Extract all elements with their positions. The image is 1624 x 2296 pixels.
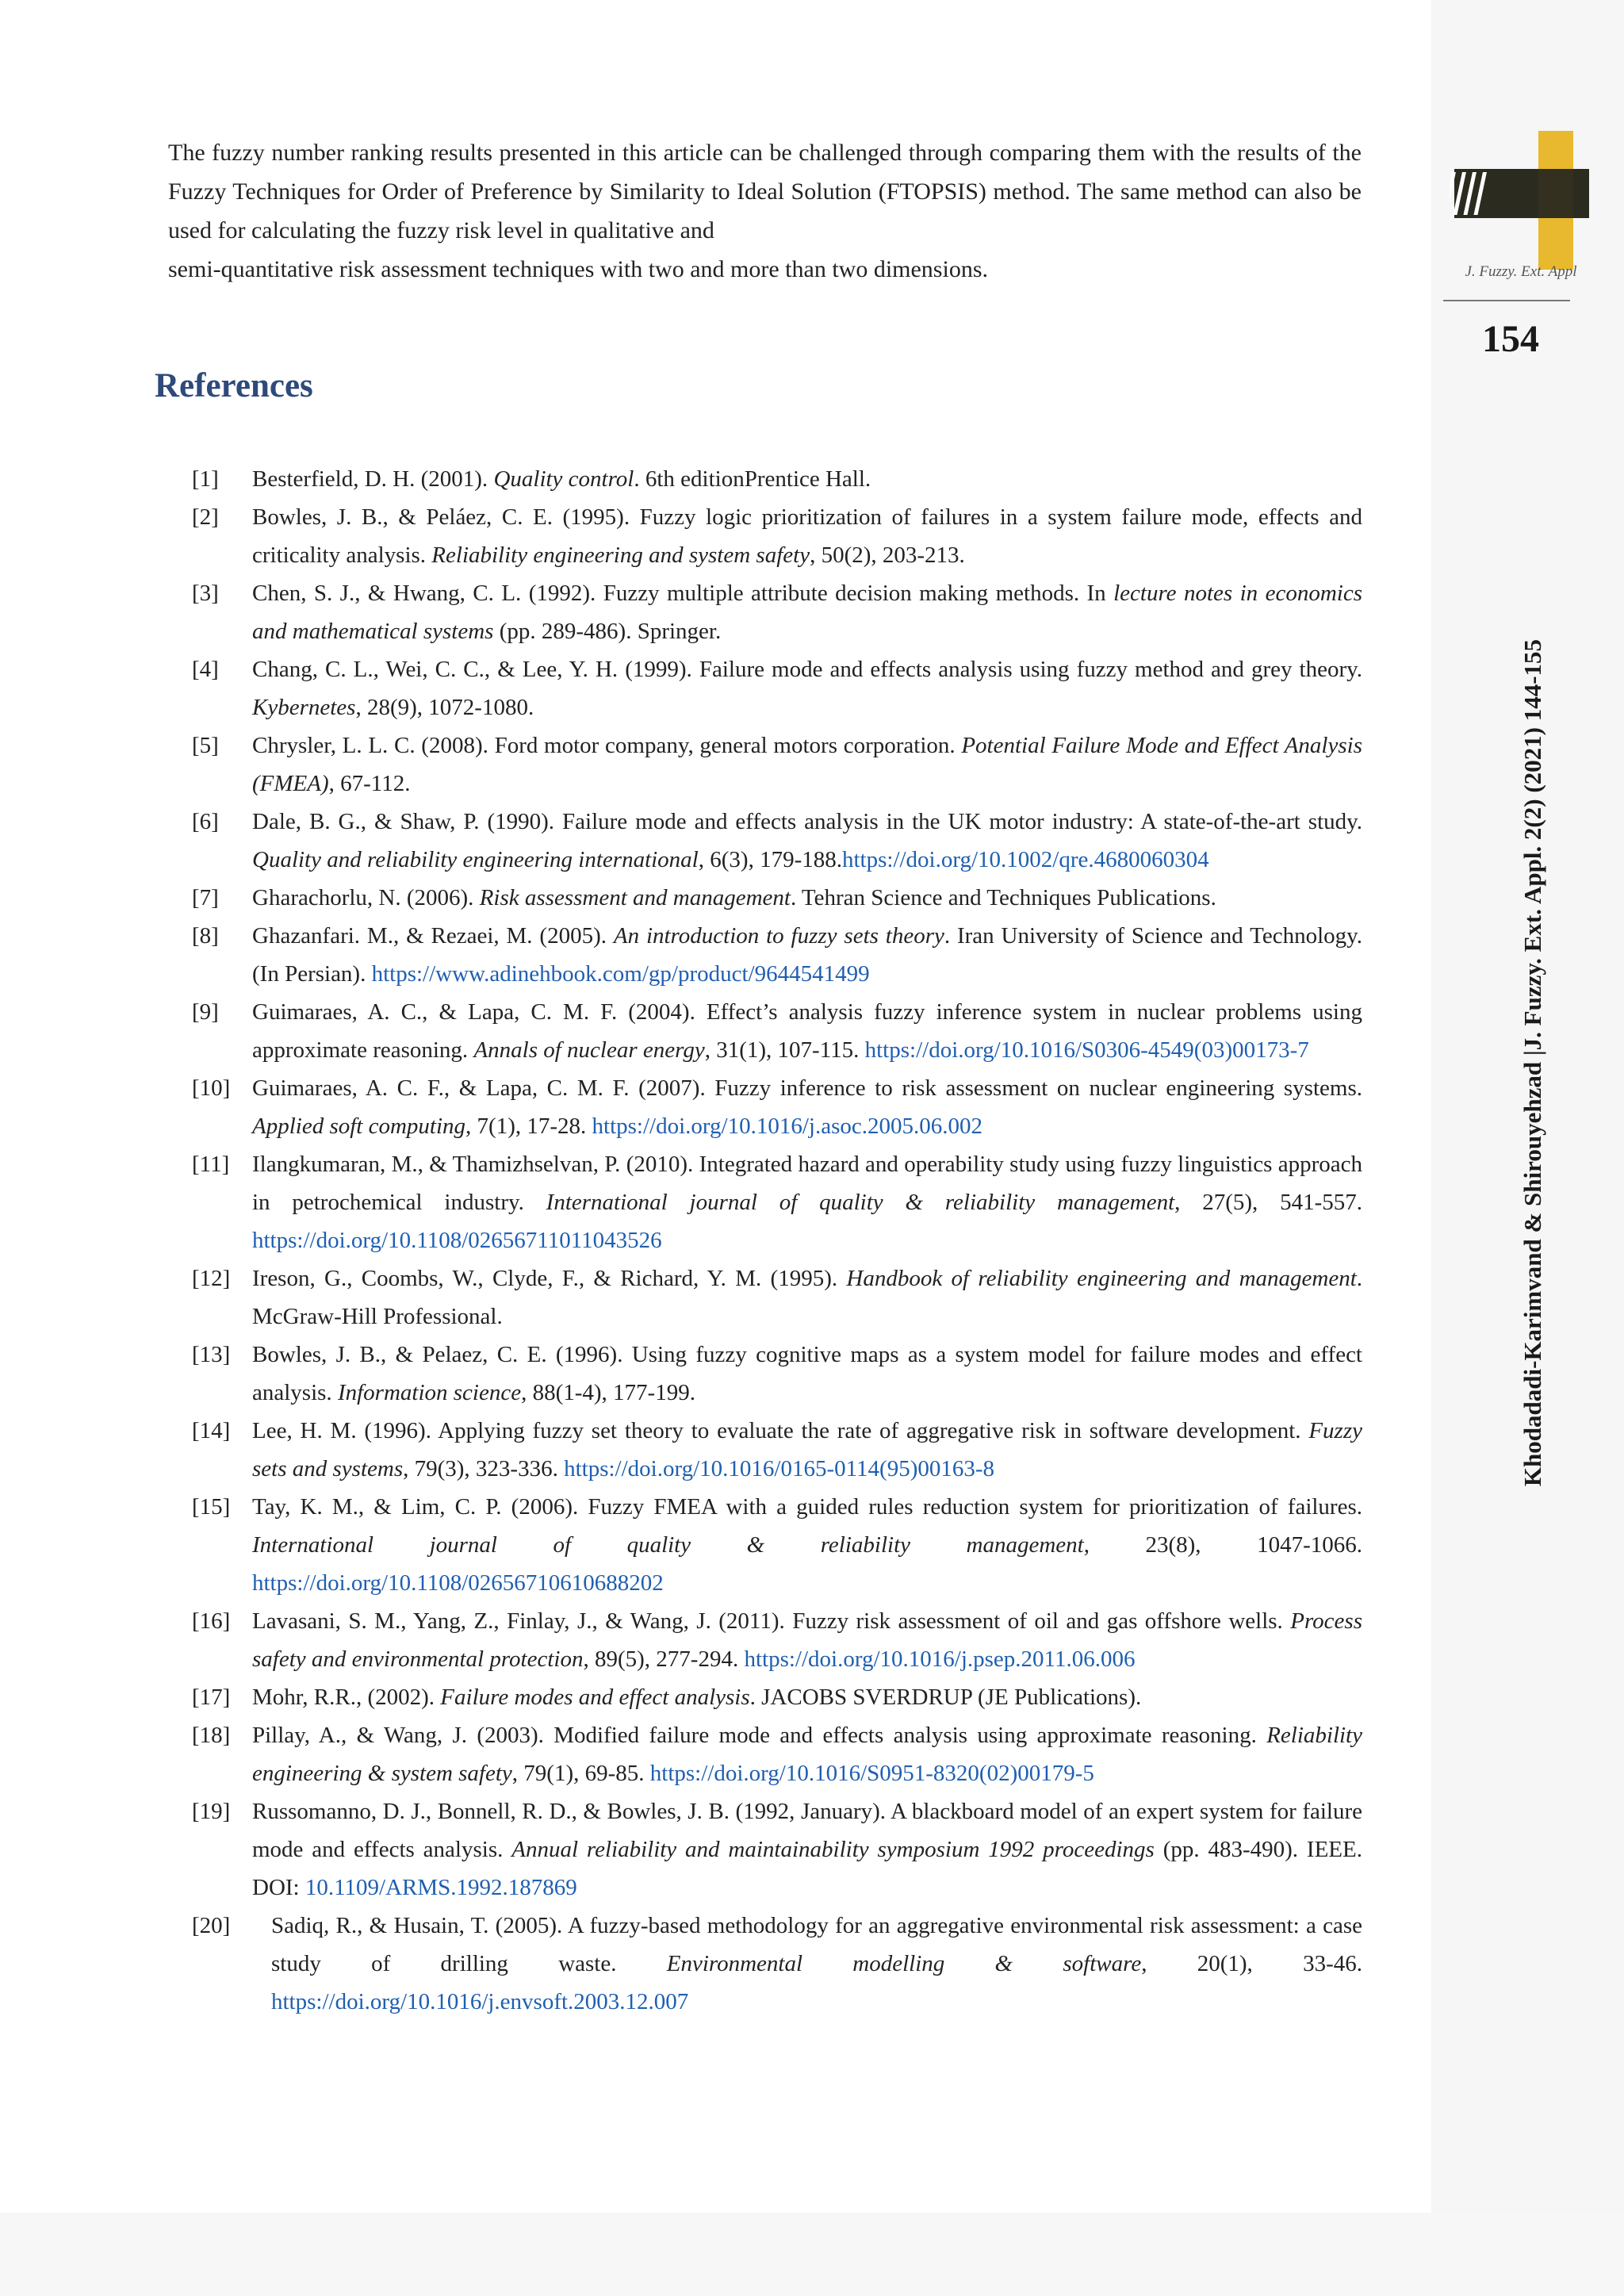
reference-list <box>189 460 1362 2021</box>
reference-text: Ghazanfari. M., & Rezaei, M. (2005). <box>252 923 614 949</box>
reference-source-title: Process safety and environmental protection <box>252 1608 1362 1672</box>
reference-source-title: Failure modes and effect analysis <box>440 1685 750 1710</box>
reference-number: [20] <box>192 1913 231 1938</box>
reference-details: (pp. 483-490). IEEE. DOI: <box>252 1837 1362 1900</box>
reference-doi-link[interactable]: https://www.adinehbook.com/gp/product/9644541499 <box>371 961 870 987</box>
reference-text: Russomanno, D. J., Bonnell, R. D., & Bowles, J. B. (1992, January). A blackboard model of an expert system for failure mode and effects analysis. <box>252 1799 1362 1862</box>
reference-source-title: International journal of quality & reliability management <box>546 1190 1175 1215</box>
reference-number: [1] <box>192 466 219 492</box>
reference-details: . McGraw-Hill Professional. <box>252 1266 1362 1329</box>
reference-doi-link[interactable]: https://doi.org/10.1016/S0951-8320(02)00179-5 <box>649 1761 1094 1786</box>
reference-number: [14] <box>192 1418 231 1443</box>
reference-number: [17] <box>192 1685 231 1710</box>
reference-item <box>189 1069 1362 1145</box>
reference-item <box>189 1488 1362 1602</box>
reference-number: [4] <box>192 657 219 682</box>
reference-number: [18] <box>192 1723 231 1748</box>
reference-number: [5] <box>192 733 219 758</box>
reference-details: , 88(1-4), 177-199. <box>521 1380 695 1405</box>
reference-text: Ireson, G., Coombs, W., Clyde, F., & Richard, Y. M. (1995). <box>252 1266 847 1291</box>
reference-item <box>189 1412 1362 1488</box>
reference-item <box>189 1259 1362 1336</box>
reference-item <box>189 917 1362 993</box>
reference-details: . Iran University of Science and Technology. (In Persian). <box>252 923 1362 987</box>
reference-doi-link[interactable]: https://doi.org/10.1016/0165-0114(95)00163-8 <box>564 1456 995 1481</box>
reference-item <box>189 1145 1362 1259</box>
reference-number: [6] <box>192 809 219 834</box>
reference-source-title: lecture notes in economics and mathematical systems <box>252 581 1362 644</box>
reference-details: , 6(3), 179-188. <box>698 847 842 872</box>
reference-item <box>189 1336 1362 1412</box>
reference-number: [3] <box>192 581 219 606</box>
reference-doi-link[interactable]: https://doi.org/10.1002/qre.4680060304 <box>841 847 1209 872</box>
reference-source-title: Kybernetes <box>252 695 356 720</box>
reference-details: , 31(1), 107-115. <box>704 1037 865 1063</box>
reference-number: [12] <box>192 1266 231 1291</box>
reference-text: Tay, K. M., & Lim, C. P. (2006). Fuzzy FMEA with a guided rules reduction system for prioritization of failures. <box>252 1494 1362 1520</box>
reference-text: Lavasani, S. M., Yang, Z., Finlay, J., & Wang, J. (2011). Fuzzy risk assessment of oil and gas offshore wells. <box>252 1608 1291 1634</box>
reference-details: , 89(5), 277-294. <box>583 1646 745 1672</box>
page-number: 154 <box>1482 318 1539 360</box>
reference-details: , 23(8), 1047-1066. <box>1083 1532 1362 1558</box>
reference-details: , 27(5), 541-557. <box>1174 1190 1362 1215</box>
reference-doi-link[interactable]: https://doi.org/10.1016/j.asoc.2005.06.002 <box>592 1114 982 1139</box>
reference-details: . 6th editionPrentice Hall. <box>634 466 871 492</box>
reference-item <box>189 1678 1362 1716</box>
reference-details: (pp. 289-486). Springer. <box>493 619 722 644</box>
reference-number: [2] <box>192 504 219 530</box>
reference-item <box>189 1716 1362 1792</box>
references-heading: References <box>155 367 313 404</box>
reference-source-title: Quality control <box>493 466 634 492</box>
reference-number: [15] <box>192 1494 231 1520</box>
reference-text: Bowles, J. B., & Peláez, C. E. (1995). Fuzzy logic prioritization of failures in a system failure mode, effects and criticality analysis. <box>252 504 1362 568</box>
reference-source-title: An introduction to fuzzy sets theory <box>613 923 944 949</box>
reference-details: , 28(9), 1072-1080. <box>355 695 534 720</box>
reference-source-title: Potential Failure Mode and Effect Analysis (FMEA) <box>252 733 1362 796</box>
reference-item <box>189 650 1362 726</box>
reference-details: . JACOBS SVERDRUP (JE Publications). <box>749 1685 1142 1710</box>
footer-shade <box>0 2213 1624 2296</box>
reference-source-title: Applied soft computing <box>252 1114 466 1139</box>
reference-number: [11] <box>192 1152 230 1177</box>
reference-source-title: Quality and reliability engineering international <box>252 847 699 872</box>
reference-source-title: Annals of nuclear energy <box>473 1037 705 1063</box>
reference-item <box>189 803 1362 879</box>
reference-details: , 20(1), 33-46. <box>1141 1951 1362 1976</box>
reference-item <box>189 993 1362 1069</box>
reference-doi-link[interactable]: https://doi.org/10.1016/S0306-4549(03)00173-7 <box>864 1037 1309 1063</box>
reference-text: Bowles, J. B., & Pelaez, C. E. (1996). Using fuzzy cognitive maps as a system model for failure modes and effect analysis. <box>252 1342 1362 1405</box>
reference-item <box>189 726 1362 803</box>
reference-text: Mohr, R.R., (2002). <box>252 1685 441 1710</box>
reference-number: [9] <box>192 999 219 1025</box>
reference-item <box>189 498 1362 574</box>
reference-text: Ilangkumaran, M., & Thamizhselvan, P. (2010). Integrated hazard and operability study using fuzzy linguistics approach in petrochemical industry. <box>252 1152 1362 1215</box>
reference-source-title: Annual reliability and maintainability symposium 1992 proceedings <box>511 1837 1155 1862</box>
reference-source-title: Reliability engineering & system safety <box>252 1723 1362 1786</box>
reference-source-title: Environmental modelling & software <box>666 1951 1142 1976</box>
reference-details: , 50(2), 203-213. <box>810 542 965 568</box>
reference-doi-link[interactable]: https://doi.org/10.1108/02656710610688202 <box>252 1570 664 1596</box>
reference-details: , 7(1), 17-28. <box>465 1114 592 1139</box>
reference-item <box>189 460 1362 498</box>
reference-details: , 79(3), 323-336. <box>403 1456 565 1481</box>
logo-divider <box>1443 300 1570 301</box>
reference-source-title: Handbook of reliability engineering and management <box>846 1266 1357 1291</box>
intro-text <box>168 133 1362 289</box>
intro-paragraph: The fuzzy number ranking results presented in this article can be challenged through comparing them with the results of the Fuzzy Techniques for Order of Preference by Similarity to Ideal Solution (FTOPSIS) method. The same method can also be used for calculating the fuzzy risk level in qualitative and <box>168 140 1362 243</box>
reference-item <box>189 1792 1362 1907</box>
reference-doi-link[interactable]: https://doi.org/10.1016/j.envsoft.2003.12.007 <box>271 1989 689 2014</box>
reference-source-title: International journal of quality & reliability management <box>252 1532 1084 1558</box>
reference-text: Gharachorlu, N. (2006). <box>252 885 480 910</box>
reference-item <box>189 879 1362 917</box>
reference-source-title: Fuzzy sets and systems <box>252 1418 1362 1481</box>
reference-source-title: Risk assessment and management <box>479 885 791 910</box>
reference-text: Pillay, A., & Wang, J. (2003). Modified failure mode and effects analysis using approximate reasoning. <box>252 1723 1267 1748</box>
reference-number: [8] <box>192 923 219 949</box>
reference-item <box>189 1602 1362 1678</box>
reference-text: Lee, H. M. (1996). Applying fuzzy set theory to evaluate the rate of aggregative risk in software development. <box>252 1418 1309 1443</box>
reference-number: [16] <box>192 1608 231 1634</box>
reference-source-title: Reliability engineering and system safety <box>431 542 810 568</box>
reference-text: Besterfield, D. H. (2001). <box>252 466 494 492</box>
reference-number: [19] <box>192 1799 231 1824</box>
journal-abbreviation: J. Fuzzy. Ext. Appl <box>1465 263 1577 280</box>
reference-doi-link[interactable]: https://doi.org/10.1016/j.psep.2011.06.006 <box>744 1646 1136 1672</box>
reference-number: [7] <box>192 885 219 910</box>
reference-text: Guimaraes, A. C. F., & Lapa, C. M. F. (2007). Fuzzy inference to risk assessment on nuclear engineering systems. <box>252 1075 1362 1101</box>
reference-details: , 67-112. <box>328 771 411 796</box>
reference-text: Chrysler, L. L. C. (2008). Ford motor company, general motors corporation. <box>252 733 962 758</box>
reference-text: Sadiq, R., & Husain, T. (2005). A fuzzy-based methodology for an aggregative environmental risk assessment: a case study of drilling waste. <box>271 1913 1362 1976</box>
reference-item <box>189 574 1362 650</box>
running-citation: Khodadadi-Karimvand & Shirouyehzad |J. Fuzzy. Ext. Appl. 2(2) (2021) 144-155 <box>1519 638 1546 1487</box>
reference-doi-link[interactable]: https://doi.org/10.1108/02656711011043526 <box>252 1228 662 1253</box>
intro-paragraph: semi-quantitative risk assessment techniques with two and more than two dimensions. <box>168 256 988 282</box>
journal-logo <box>1450 131 1594 270</box>
reference-text: Chen, S. J., & Hwang, C. L. (1992). Fuzzy multiple attribute decision making methods. In <box>252 581 1114 606</box>
reference-text: Chang, C. L., Wei, C. C., & Lee, Y. H. (1999). Failure mode and effects analysis using fuzzy method and grey theory. <box>252 657 1362 682</box>
reference-item <box>189 1907 1362 2021</box>
reference-doi-link[interactable]: 10.1109/ARMS.1992.187869 <box>304 1875 577 1900</box>
reference-source-title: Information science <box>337 1380 522 1405</box>
reference-details: . Tehran Science and Techniques Publications. <box>790 885 1216 910</box>
reference-number: [10] <box>192 1075 231 1101</box>
reference-text: Guimaraes, A. C., & Lapa, C. M. F. (2004). Effect’s analysis fuzzy inference system in nuclear problems using approximate reasoning. <box>252 999 1362 1063</box>
reference-text: Dale, B. G., & Shaw, P. (1990). Failure mode and effects analysis in the UK motor industry: A state-of-the-art study. <box>252 809 1362 834</box>
reference-details: , 79(1), 69-85. <box>511 1761 650 1786</box>
reference-number: [13] <box>192 1342 231 1367</box>
